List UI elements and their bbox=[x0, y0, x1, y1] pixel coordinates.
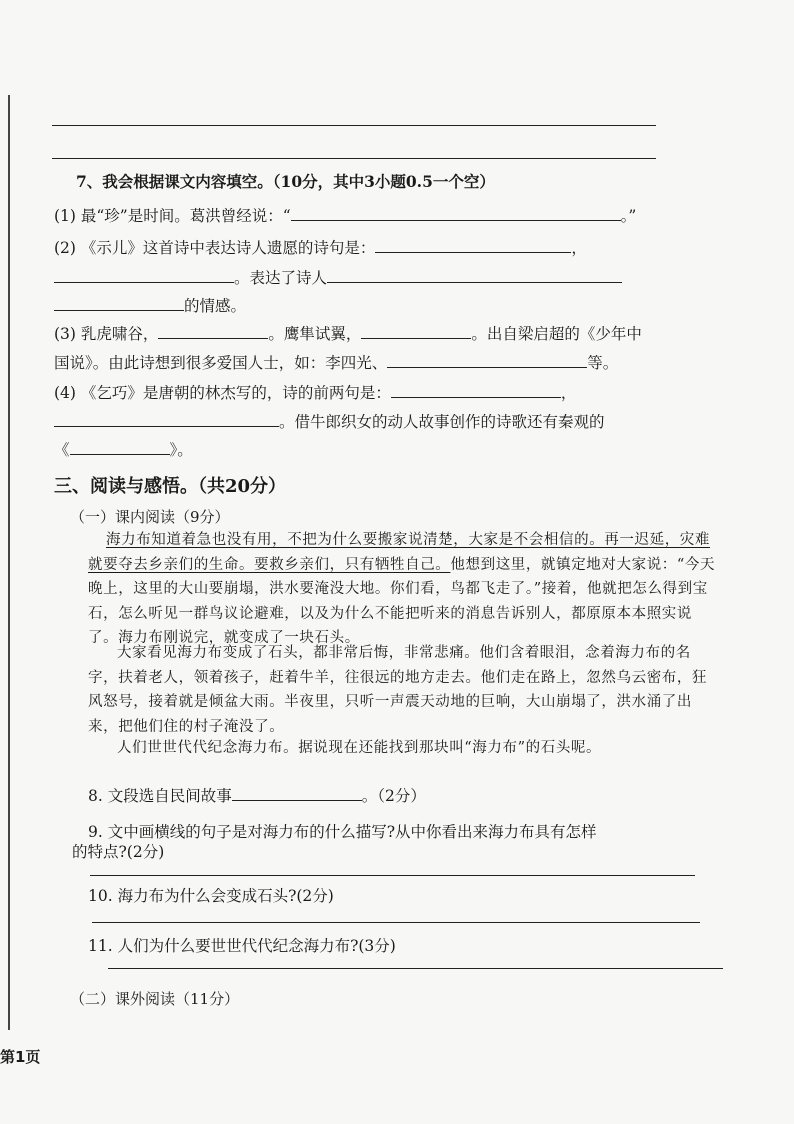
q7-text: 》。 bbox=[169, 441, 193, 459]
answer-line bbox=[52, 125, 656, 126]
answer-line bbox=[108, 968, 723, 969]
q7-text: ， bbox=[571, 239, 587, 257]
q7-text: 。鹰隼试翼， bbox=[268, 325, 362, 343]
q7-text: 。” bbox=[620, 207, 637, 225]
q7-line2 bbox=[54, 236, 587, 258]
fill-blank[interactable] bbox=[54, 268, 234, 283]
q7-text: 。出自梁启超的《少年中 bbox=[471, 325, 642, 343]
q8-text: 。（2分） bbox=[361, 787, 426, 805]
fill-blank[interactable] bbox=[391, 383, 561, 398]
q7-line4 bbox=[54, 294, 246, 316]
part2-title: （二）课外阅读（11分） bbox=[70, 990, 240, 1008]
answer-line bbox=[52, 158, 656, 159]
fill-blank[interactable] bbox=[375, 238, 571, 253]
q7-text: (2) 《示儿》这首诗中表达诗人遗愿的诗句是： bbox=[54, 239, 376, 257]
fill-blank[interactable] bbox=[291, 206, 621, 221]
q7-text: (3) 乳虎啸谷， bbox=[54, 325, 159, 343]
fill-blank[interactable] bbox=[54, 412, 279, 427]
q7-text: 国说》。由此诗想到很多爱国人士，如：李四光、 bbox=[54, 354, 388, 372]
q7-text: 。借牛郎织女的动人故事创作的诗歌还有秦观的 bbox=[279, 413, 605, 431]
part1-title: （一）课内阅读（9分） bbox=[70, 508, 230, 526]
fill-blank[interactable] bbox=[70, 440, 170, 455]
q10: 10. 海力布为什么会变成石头?(2分) bbox=[88, 887, 334, 905]
answer-line bbox=[92, 922, 700, 923]
q7-text: 。表达了诗人 bbox=[234, 269, 328, 287]
answer-line bbox=[90, 875, 695, 876]
q8-text: 8. 文段选自民间故事 bbox=[88, 787, 232, 805]
q7-line6 bbox=[54, 351, 618, 373]
q7-text: 《 bbox=[54, 441, 70, 459]
q7-title: 7、我会根据课文内容填空。（10分，其中3小题0.5一个空） bbox=[76, 172, 495, 191]
reading-paragraph-3: 人们世世代代纪念海力布。据说现在还能找到那块叫“海力布”的石头呢。 bbox=[117, 740, 602, 756]
reading-paragraph-1 bbox=[88, 528, 716, 651]
q7-line5 bbox=[54, 322, 642, 344]
fill-blank[interactable] bbox=[327, 268, 622, 283]
section-title: 三、阅读与感悟。（共20分） bbox=[54, 476, 287, 497]
q7-line9 bbox=[54, 438, 193, 460]
q7-line1 bbox=[54, 204, 636, 226]
page-number: 第1页 bbox=[0, 1048, 41, 1066]
q7-line8 bbox=[54, 410, 605, 432]
fill-blank[interactable] bbox=[158, 324, 268, 339]
q11: 11. 人们为什么要世世代代纪念海力布?(3分) bbox=[88, 937, 396, 955]
fill-blank[interactable] bbox=[54, 296, 184, 311]
left-margin-rule bbox=[8, 95, 10, 1030]
q7-text: (1) 最“珍”是时间。葛洪曾经说：“ bbox=[54, 207, 291, 225]
q7-text: 等。 bbox=[587, 354, 619, 372]
paragraph-text: 他想到这里，就镇定地对大家说：“今天晚上，这里的大山要崩塌，洪水要淹没大地。你们看，鸟都飞走了。”接着，他就把怎么得到宝石，怎么听见一群鸟议论避难，以及为什么不能把听来的消息告诉别人，都原原本本照实说了。海力布刚说完，就变成了一块石头。 bbox=[88, 556, 716, 646]
fill-blank[interactable] bbox=[361, 324, 471, 339]
q9-line2: 的特点?(2分) bbox=[72, 843, 165, 861]
q8 bbox=[88, 784, 426, 806]
q7-text: (4) 《乞巧》是唐朝的林杰写的，诗的前两句是： bbox=[54, 384, 391, 402]
q7-text: ， bbox=[560, 384, 577, 402]
reading-paragraph-2: 大家看见海力布变成了石头，都非常后悔，非常悲痛。他们含着眼泪，念着海力布的名字，扶着老人，领着孩子，赶着牛羊，往很远的地方走去。他们走在路上，忽然乌云密布，狂风怒号，接着就是倾盆大雨。半夜里，只听一声震天动地的巨响，大山崩塌了，洪水涌了出来，把他们住的村子淹没了。 bbox=[88, 645, 708, 735]
q7-line3 bbox=[54, 266, 622, 288]
q7-text: 的情感。 bbox=[184, 297, 247, 315]
underlined-sentence: 海力布知道着急也没有用，不把为什么要搬家说清楚，大家是不会相信的。再一迟延，灾难就要夺去乡亲们的生命。要救乡亲们，只有牺牲自己。 bbox=[88, 532, 710, 573]
fill-blank[interactable] bbox=[232, 786, 362, 801]
fill-blank[interactable] bbox=[387, 353, 587, 368]
q7-line7 bbox=[54, 381, 576, 403]
q9-line1: 9. 文中画横线的句子是对海力布的什么描写?从中你看出来海力布具有怎样 bbox=[88, 823, 597, 841]
